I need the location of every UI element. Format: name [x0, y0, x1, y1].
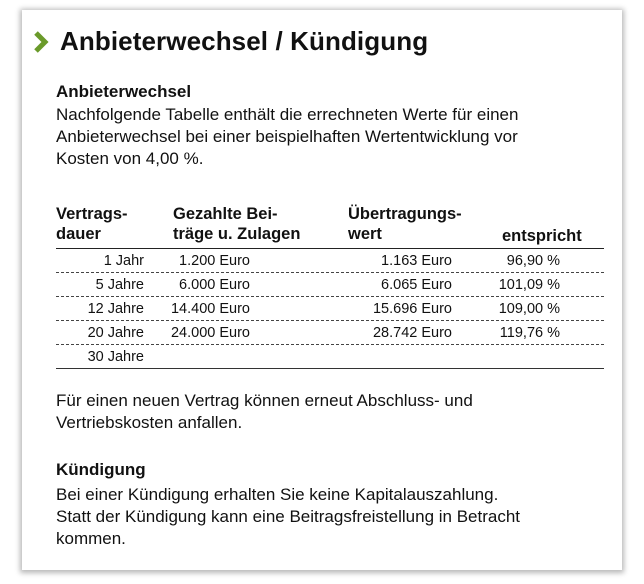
column-header-duration: Vertrags- dauer [56, 205, 128, 243]
table-row [56, 345, 604, 369]
cell-transfer-value: 15.696 Euro [372, 301, 452, 317]
cell-equivalent: 96,90 % [506, 253, 560, 269]
text-line: Für einen neuen Vertrag können erneut Abschluss- und [56, 391, 473, 410]
text-line: kommen. [56, 529, 126, 548]
table-row [56, 249, 604, 273]
cell-equivalent: 101,09 % [498, 277, 560, 293]
text-line: Anbieterwechsel bei einer beispielhaften Wertentwicklung vor [56, 127, 518, 146]
table-row [56, 297, 604, 321]
switch-heading: Anbieterwechsel [56, 82, 192, 101]
transfer-value-table [56, 202, 604, 369]
text-line: Nachfolgende Tabelle enthält die errechneten Werte für einen [56, 105, 519, 124]
cell-transfer-value: 6.065 Euro [381, 277, 452, 293]
cell-duration: 12 Jahre [87, 301, 144, 317]
text-line: Kosten von 4,00 %. [56, 149, 204, 168]
cell-transfer-value: 1.163 Euro [381, 253, 452, 269]
table-header [56, 202, 604, 249]
page-title: Anbieterwechsel / Kündigung [60, 26, 429, 56]
column-header-equivalent: entspricht [502, 227, 582, 245]
text-line: Statt der Kündigung kann eine Beitragsfreistellung in Betracht [56, 507, 521, 526]
info-card [22, 10, 622, 570]
text-line: Bei einer Kündigung erhalten Sie keine Kapitalauszahlung. [56, 485, 499, 504]
costs-note [56, 390, 616, 434]
text-line: Vertriebskosten anfallen. [56, 413, 243, 432]
cell-duration: 1 Jahr [103, 253, 144, 269]
termination-description [56, 484, 616, 550]
cell-contributions: 24.000 Euro [170, 325, 250, 341]
table-row [56, 321, 604, 345]
switch-description [56, 104, 616, 170]
chevron-right-icon [32, 31, 50, 53]
cell-equivalent: 119,76 % [499, 325, 560, 341]
cell-contributions: 6.000 Euro [179, 277, 250, 293]
cell-duration: 5 Jahre [95, 277, 144, 293]
termination-heading: Kündigung [56, 460, 146, 479]
cell-duration: 20 Jahre [87, 325, 144, 341]
column-header-transfer-value: Übertragungs- wert [348, 205, 462, 243]
table-row [56, 273, 604, 297]
column-header-contributions: Gezahlte Bei- träge u. Zulagen [173, 205, 301, 243]
cell-transfer-value: 28.742 Euro [372, 325, 452, 341]
cell-duration: 30 Jahre [87, 349, 144, 365]
page-header [32, 26, 428, 57]
cell-contributions: 1.200 Euro [179, 253, 250, 269]
cell-contributions: 14.400 Euro [170, 301, 250, 317]
cell-equivalent: 109,00 % [498, 301, 560, 317]
